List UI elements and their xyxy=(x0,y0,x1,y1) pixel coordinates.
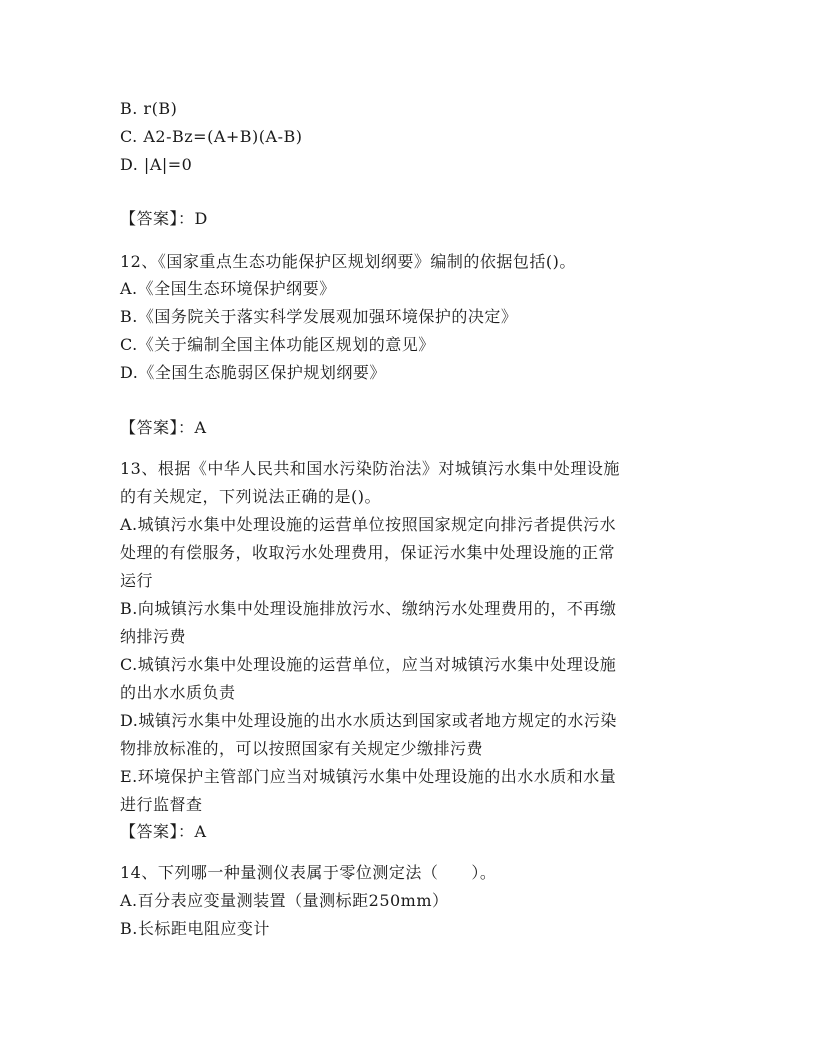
q13-option-e-line-1: E.环境保护主管部门应当对城镇污水集中处理设施的出水水质和水量 xyxy=(120,767,617,786)
q12-option-b: B.《国务院关于落实科学发展观加强环境保护的决定》 xyxy=(120,307,518,326)
q14-stem: 14、下列哪一种量测仪表属于零位测定法（ ）。 xyxy=(120,863,497,882)
q14-option-a: A.百分表应变量测装置（量测标距250mm） xyxy=(120,891,449,910)
q14-option-b: B.长标距电阻应变计 xyxy=(120,919,270,938)
q13-option-b-line-1: B.向城镇污水集中处理设施排放污水、缴纳污水处理费用的，不再缴 xyxy=(120,599,617,618)
q13-option-a-line-3: 运行 xyxy=(120,571,154,590)
q13-answer: 【答案】：A xyxy=(120,822,207,841)
q12-stem: 12、《国家重点生态功能保护区规划纲要》编制的依据包括()。 xyxy=(120,252,576,271)
q13-stem-line-1: 13、根据《中华人民共和国水污染防治法》对城镇污水集中处理设施 xyxy=(120,459,620,478)
q13-option-a-line-2: 处理的有偿服务，收取污水处理费用，保证污水集中处理设施的正常 xyxy=(120,543,616,562)
q13-option-e-line-2: 进行监督查 xyxy=(120,795,203,814)
q12-option-d: D.《全国生态脆弱区保护规划纲要》 xyxy=(120,363,386,382)
q13-option-c-line-2: 的出水水质负责 xyxy=(120,683,236,702)
q13-option-c-line-1: C.城镇污水集中处理设施的运营单位，应当对城镇污水集中处理设施 xyxy=(120,655,617,674)
q12-option-a: A.《全国生态环境保护纲要》 xyxy=(120,279,336,298)
q12-answer: 【答案】：A xyxy=(120,418,207,437)
q12-option-c: C.《关于编制全国主体功能区规划的意见》 xyxy=(120,335,435,354)
q13-option-a-line-1: A.城镇污水集中处理设施的运营单位按照国家规定向排污者提供污水 xyxy=(120,515,617,534)
q13-option-d-line-2: 物排放标准的，可以按照国家有关规定少缴排污费 xyxy=(120,739,484,758)
q11-option-c: C. A2-Bz=(A+B)(A-B) xyxy=(120,127,303,146)
q11-option-d: D. |A|=0 xyxy=(120,155,193,174)
q13-option-d-line-1: D.城镇污水集中处理设施的出水水质达到国家或者地方规定的水污染 xyxy=(120,711,617,730)
q11-answer: 【答案】：D xyxy=(120,209,208,228)
q13-stem-line-2: 的有关规定，下列说法正确的是()。 xyxy=(120,487,381,506)
q11-option-b: B. r(B) xyxy=(120,99,178,118)
q13-option-b-line-2: 纳排污费 xyxy=(120,627,187,646)
